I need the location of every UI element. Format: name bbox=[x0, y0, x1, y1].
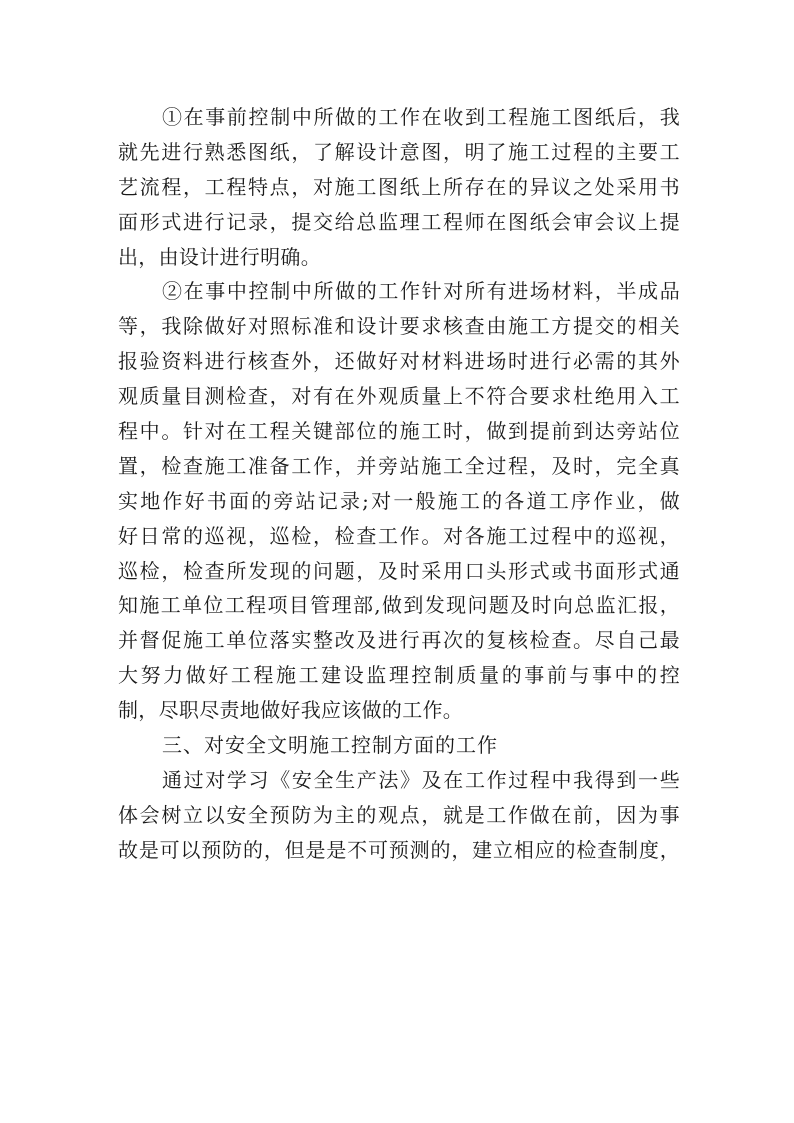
document-body bbox=[118, 100, 680, 868]
text-line: 观质量目测检查，对有在外观质量上不符合要求杜绝用入工 bbox=[118, 384, 680, 409]
text-line: 置，检查施工准备工作，并旁站施工全过程，及时，完全真 bbox=[118, 453, 680, 478]
text-line: 通过对学习《安全生产法》及在工作过程中我得到一些 bbox=[162, 767, 680, 792]
paragraph-pre-control bbox=[118, 100, 680, 274]
text-line: 就先进行熟悉图纸，了解设计意图，明了施工过程的主要工 bbox=[118, 139, 680, 164]
text-line: 艺流程，工程特点，对施工图纸上所存在的异议之处采用书 bbox=[118, 174, 680, 199]
text-line: 大努力做好工程施工建设监理控制质量的事前与事中的控 bbox=[118, 663, 680, 688]
text-line: 报验资料进行核查外，还做好对材料进场时进行必需的其外 bbox=[118, 349, 680, 374]
text-line: 程中。针对在工程关键部位的施工时，做到提前到达旁站位 bbox=[118, 419, 680, 444]
text-line: 知施工单位工程项目管理部,做到发现问题及时向总监汇报， bbox=[118, 593, 680, 618]
paragraph-in-control bbox=[118, 274, 680, 728]
text-line: 巡检，检查所发现的问题，及时采用口头形式或书面形式通 bbox=[118, 558, 680, 583]
text-line: 好日常的巡视，巡检，检查工作。对各施工过程中的巡视， bbox=[118, 523, 680, 548]
text-line: 体会树立以安全预防为主的观点，就是工作做在前，因为事 bbox=[118, 802, 680, 827]
paragraph-safety bbox=[118, 763, 680, 868]
section-heading bbox=[118, 728, 680, 763]
text-line: 面形式进行记录，提交给总监理工程师在图纸会审会议上提 bbox=[118, 209, 680, 234]
text-line: 出，由设计进行明确。 bbox=[118, 244, 321, 269]
text-line: 并督促施工单位落实整改及进行再次的复核检查。尽自己最 bbox=[118, 628, 680, 653]
text-line: ②在事中控制中所做的工作针对所有进场材料，半成品 bbox=[162, 279, 680, 304]
text-line: 制，尽职尽责地做好我应该做的工作。 bbox=[118, 698, 464, 723]
section-heading-text: 三、对安全文明施工控制方面的工作 bbox=[162, 733, 498, 758]
text-line: 实地作好书面的旁站记录;对一般施工的各道工序作业，做 bbox=[118, 488, 680, 513]
text-line: ①在事前控制中所做的工作在收到工程施工图纸后，我 bbox=[162, 105, 680, 129]
text-line: 故是可以预防的，但是是不可预测的，建立相应的检查制度， bbox=[118, 837, 680, 862]
text-line: 等，我除做好对照标准和设计要求核查由施工方提交的相关 bbox=[118, 314, 680, 339]
